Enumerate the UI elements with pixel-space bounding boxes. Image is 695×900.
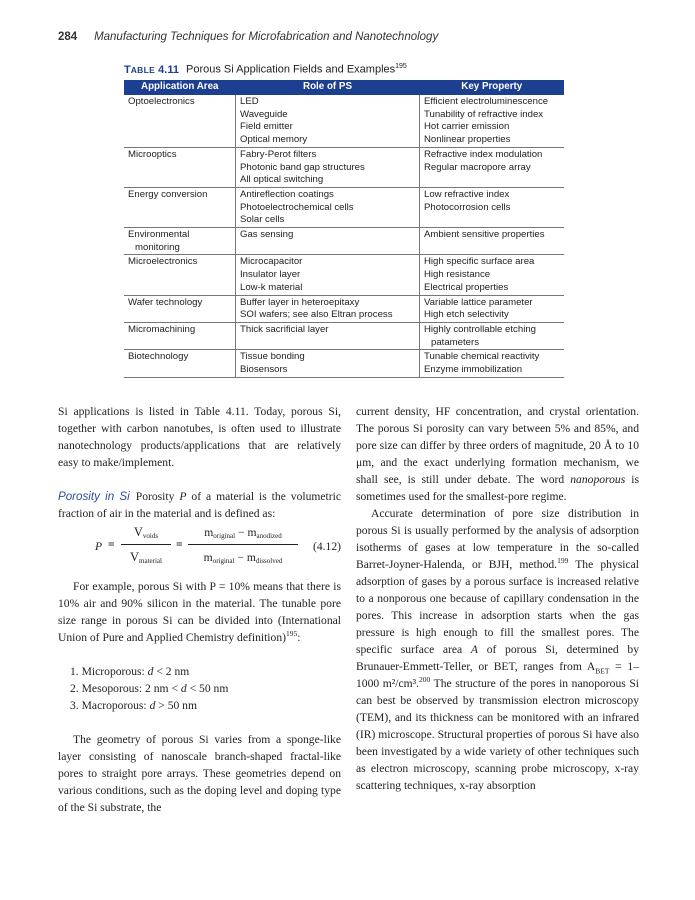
page-number: 284 xyxy=(58,31,78,43)
cell-key-property xyxy=(420,322,565,349)
cell-line: Photocorrosion cells xyxy=(424,201,511,213)
table-row xyxy=(124,255,564,295)
cell-line: Photoelectrochemical cells xyxy=(240,201,354,213)
cell-role-of-ps xyxy=(236,95,420,147)
cell-key-property xyxy=(420,350,565,377)
equation-fraction-mass: $m_{original} - m_{anodized}$ $m_{original} - m_{dissolved}$ xyxy=(188,524,298,565)
cell-line: monitoring xyxy=(135,241,180,253)
cell-line: Tunable chemical reactivity xyxy=(424,351,540,363)
cell-line: Wafer technology xyxy=(128,296,203,308)
cell-key-property xyxy=(420,295,565,322)
cell-line: Regular macropore array xyxy=(424,161,531,173)
cell-line: Energy conversion xyxy=(128,188,208,200)
cell-role-of-ps xyxy=(236,228,420,255)
cell-line: Tissue bonding xyxy=(240,351,305,363)
header-key-property: Key Property xyxy=(420,80,565,95)
list-item: 2. Mesoporous: 2 nm < d < 50 nm xyxy=(70,682,229,695)
cell-line: Enzyme immobilization xyxy=(424,364,523,376)
cell-line: High etch selectivity xyxy=(424,309,509,321)
cell-line: Efficient electroluminescence xyxy=(424,96,549,107)
table-header-row xyxy=(124,80,564,95)
cell-line: Microoptics xyxy=(128,148,177,160)
cell-line: Antireflection coatings xyxy=(240,188,334,200)
paragraph: Si applications is listed in Table 4.11. Today, porous Si, together with carbon nanotubes, is often used to illustrate nanotechnology products/applications that are relatively easy to make/implement. xyxy=(58,405,341,469)
cell-line: Highly controllable etching xyxy=(424,323,536,335)
cell-line: Electrical properties xyxy=(424,281,509,293)
table-row xyxy=(124,95,564,147)
equation-fraction-volume: $V_{voids}$ $V_{material}$ xyxy=(121,524,171,565)
cell-line: High specific surface area xyxy=(424,256,535,268)
cell-line: Refractive index modulation xyxy=(424,148,543,160)
cell-line: Buffer layer in heteroepitaxy xyxy=(240,296,360,308)
cell-line: Photonic band gap structures xyxy=(240,161,365,173)
cell-line: Gas sensing xyxy=(240,229,294,241)
cell-line: Hot carrier emission xyxy=(424,121,510,133)
cell-line: Thick sacrificial layer xyxy=(240,323,329,335)
cell-role-of-ps xyxy=(236,187,420,227)
equation-4-12: P = $V_{voids}$ $V_{material}$ = $m_{original} - m_{anodized}$ $m_{original} - m_{dissolved}$ (4.12) xyxy=(95,525,341,565)
porosity-paragraph: Porosity in Si Porosity P of a material is the volumetric fraction of air in the material and is defined as: xyxy=(58,490,342,520)
cell-line: Biotechnology xyxy=(128,351,189,363)
table-row xyxy=(124,322,564,349)
cell-line: Tunability of refractive index xyxy=(424,108,544,120)
header-role-of-ps: Role of PS xyxy=(236,80,420,95)
table-label: TABLE 4.11 xyxy=(124,63,179,76)
cell-key-property xyxy=(420,187,565,227)
cell-role-of-ps xyxy=(236,147,420,187)
cell-line: LED xyxy=(240,96,259,107)
cell-line: Low-k material xyxy=(240,281,303,293)
table-row xyxy=(124,147,564,187)
cell-application-area xyxy=(124,350,236,377)
cell-key-property xyxy=(420,228,565,255)
cell-line: Environmental xyxy=(128,229,190,241)
cell-application-area xyxy=(124,147,236,187)
cell-line: Ambient sensitive properties xyxy=(424,229,545,241)
cell-key-property xyxy=(420,95,565,147)
cell-line: Waveguide xyxy=(240,108,288,120)
pore-size-list xyxy=(58,663,341,714)
paragraph: The geometry of porous Si varies from a sponge-like layer consisting of nanoscale branch-shaped fractal-like pores to straight pore arrays. These geometries depend on various conditions, such as the doping level and doping type of the Si substrate, the xyxy=(58,733,341,814)
runin-heading: Porosity in Si xyxy=(58,490,130,503)
cell-line: All optical switching xyxy=(240,174,324,186)
cell-line: High resistance xyxy=(424,269,491,281)
table-title: Porous Si Application Fields and Examples xyxy=(186,63,396,76)
right-column xyxy=(356,403,639,794)
cell-line: Micromachining xyxy=(128,323,196,335)
cell-application-area xyxy=(124,187,236,227)
table-caption xyxy=(124,63,407,76)
cell-role-of-ps xyxy=(236,350,420,377)
cell-application-area xyxy=(124,95,236,147)
cell-line: Microelectronics xyxy=(128,256,198,268)
paragraph: For example, porous Si with P = 10% means that there is 10% air and 90% silicon in the material. The tunable pore size range in porous Si can be divided into (International Union of Pure and Applied Chemistry definition)$^{195}$: xyxy=(58,580,341,644)
cell-key-property xyxy=(420,147,565,187)
cell-line: Nonlinear properties xyxy=(424,134,511,146)
table-row xyxy=(124,350,564,377)
cell-key-property xyxy=(420,255,565,295)
cell-role-of-ps xyxy=(236,255,420,295)
running-header xyxy=(58,31,438,43)
cell-role-of-ps xyxy=(236,322,420,349)
table-row xyxy=(124,295,564,322)
cell-line: SOI wafers; see also Eltran process xyxy=(240,309,393,321)
cell-line: Optical memory xyxy=(240,134,308,146)
cell-line: Solar cells xyxy=(240,214,285,226)
equation-number: (4.12) xyxy=(312,540,341,553)
paragraph: Accurate determination of pore size distribution in porous Si is usually performed by the analysis of adsorption isotherms of gases at low temperature in the so-called Barret-Joyner-Halenda, or BJH, method.$^{199}$ The physical adsorption of gases by a porous surface is increased relative to a nonporous one because of capillary condensation in the pores. This increase in adsorption starts when the gas pressure is high enough to fill the smallest pores. The specific surface area A of porous Si, determined by Brunauer-Emmett-Teller, or BET, ranges from $A_{BET} = 1-1000$ m²/cm³.$^{200}$ The structure of the pores in nanoporous Si can best be observed by transmission electron microscopy (TEM), and its thickness can be monitored with an infrared (IR) microscope. Structural properties of porous Si have also been investigated by a wide variety of other techniques such as electron microscopy, scanning probe microscopy, x-ray scattering techniques, x-ray absorption xyxy=(356,507,640,792)
cell-line: Field emitter xyxy=(240,121,293,133)
list-item: 1. Microporous: d < 2 nm xyxy=(70,665,190,678)
cell-role-of-ps xyxy=(236,295,420,322)
cell-application-area xyxy=(124,255,236,295)
table-row xyxy=(124,228,564,255)
cell-line: Microcapacitor xyxy=(240,256,303,268)
cell-line: Low refractive index xyxy=(424,188,510,200)
cell-line: Insulator layer xyxy=(240,269,301,281)
cell-line: Variable lattice parameter xyxy=(424,296,533,308)
table-row xyxy=(124,187,564,227)
running-title: Manufacturing Techniques for Microfabrication and Nanotechnology xyxy=(94,31,439,43)
cell-line: Fabry-Perot filters xyxy=(240,148,317,160)
cell-application-area xyxy=(124,322,236,349)
header-application-area: Application Area xyxy=(124,80,236,95)
applications-table xyxy=(124,80,564,378)
paragraph: current density, HF concentration, and crystal orientation. The porous Si porosity can vary between 5% and 85%, and pore size can differ by three orders of magnitude, 20 Å to 10 μm, and the exact underlying formation mechanism, we shall see, is still under debate. The word nanoporous is sometimes used for the smallest-pore regime. xyxy=(356,405,639,503)
list-item: 3. Macroporous: d > 50 nm xyxy=(70,699,198,712)
cell-application-area xyxy=(124,295,236,322)
table-title-ref: 195 xyxy=(395,63,407,70)
left-column xyxy=(58,403,341,816)
cell-line: Optoelectronics xyxy=(128,96,195,107)
cell-line: Biosensors xyxy=(240,364,288,376)
cell-application-area xyxy=(124,228,236,255)
cell-line: patameters xyxy=(431,336,479,348)
